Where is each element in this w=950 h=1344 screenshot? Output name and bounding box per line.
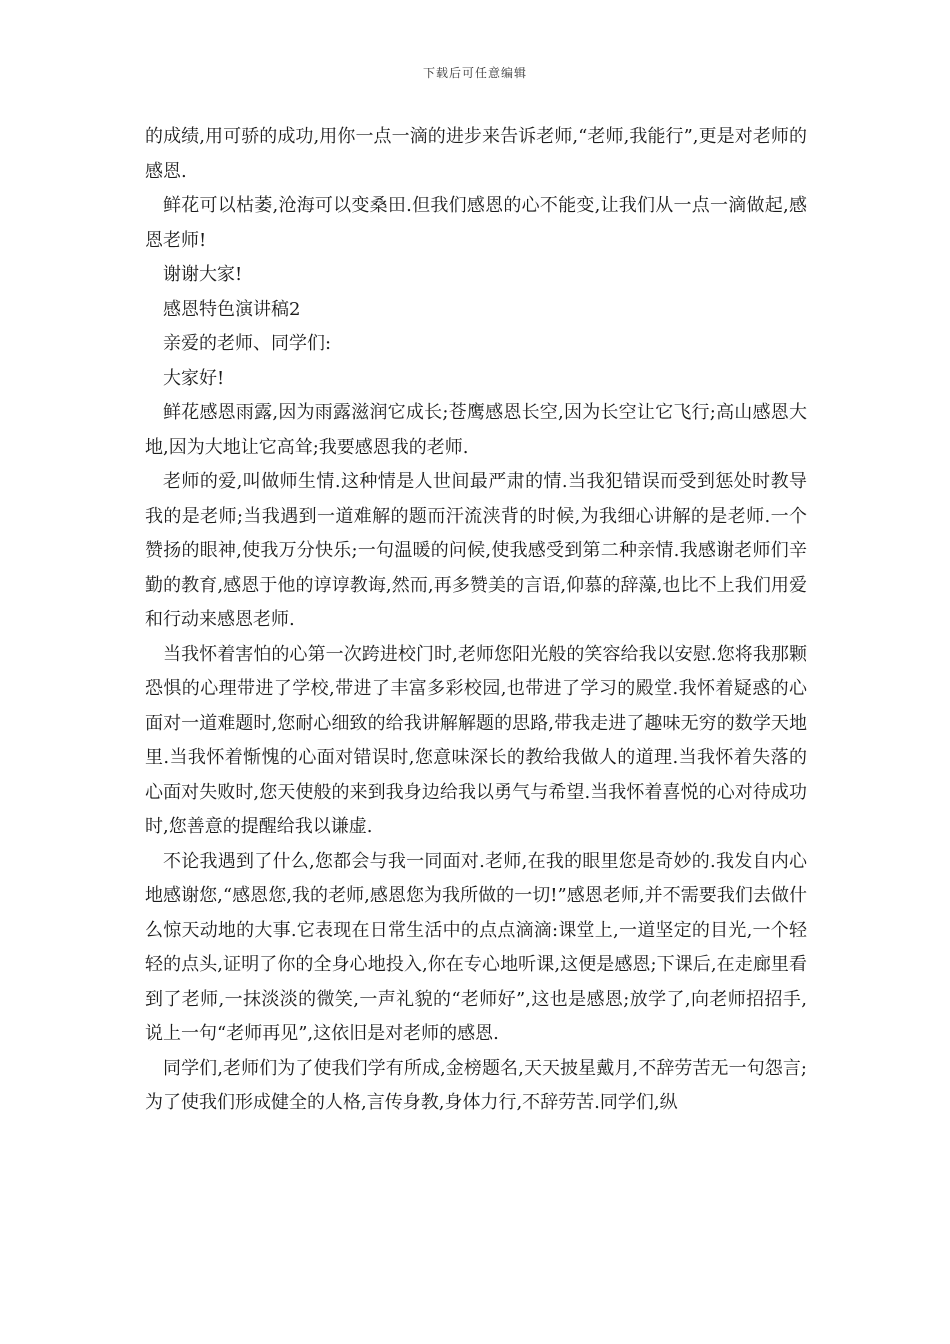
paragraph: 鲜花感恩雨露,因为雨露滋润它成长;苍鹰感恩长空,因为长空让它飞行;高山感恩大地,因为大地让它高耸;我要感恩我的老师. — [145, 402, 807, 458]
paragraph: 鲜花可以枯萎,沧海可以变桑田.但我们感恩的心不能变,让我们从一点一滴做起,感恩老师! — [145, 195, 807, 251]
paragraph-continuation: 的成绩,用可骄的成功,用你一点一滴的进步来告诉老师,“老师,我能行”,更是对老师的感恩. — [145, 126, 807, 182]
paragraph: 当我怀着害怕的心第一次跨进校门时,老师您阳光般的笑容给我以安慰.您将我那颗恐惧的心理带进了学校,带进了丰富多彩校园,也带进了学习的殿堂.我怀着疑惑的心面对一道难题时,您耐心细致的给我讲解解题的思路,带我走进了趣味无穷的数学天地里.当我怀着惭愧的心面对错误时,您意味深长的教给我做人的道理.当我怀着失落的心面对失败时,您天使般的来到我身边给我以勇气与希望.当我怀着喜悦的心对待成功时,您善意的提醒给我以谦虚. — [145, 643, 807, 837]
document-body — [145, 120, 807, 1121]
salutation: 亲爱的老师、同学们: — [163, 333, 332, 354]
greeting: 大家好! — [163, 367, 225, 389]
section-title: 感恩特色演讲稿2 — [163, 298, 301, 320]
page-header-note: 下载后可任意编辑 — [422, 66, 527, 80]
paragraph: 老师的爱,叫做师生情.这种情是人世间最严肃的情.当我犯错误而受到惩处时教导我的是老师;当我遇到一道难解的题而汗流浃背的时候,为我细心讲解的是老师.一个赞扬的眼神,使我万分快乐;一句温暖的问候,使我感受到第二种亲情.我感谢老师们辛勤的教育,感恩于他的谆谆教诲,然而,再多赞美的言语,仰慕的辞藻,也比不上我们用爱和行动来感恩老师. — [145, 471, 807, 630]
paragraph: 不论我遇到了什么,您都会与我一同面对.老师,在我的眼里您是奇妙的.我发自内心地感谢您,“感恩您,我的老师,感恩您为我所做的一切!”感恩老师,并不需要我们去做什么惊天动地的大事.它表现在日常生活中的点点滴滴:课堂上,一道坚定的目光,一个轻轻的点头,证明了你的全身心地投入,你在专心地听课,这便是感恩;下课后,在走廊里看到了老师,一抹淡淡的微笑,一声礼貌的“老师好”,这也是感恩;放学了,向老师招招手,说上一句“老师再见”,这依旧是对老师的感恩. — [145, 850, 807, 1044]
paragraph: 同学们,老师们为了使我们学有所成,金榜题名,天天披星戴月,不辞劳苦无一句怨言;为了使我们形成健全的人格,言传身教,身体力行,不辞劳苦.同学们,纵 — [145, 1057, 807, 1113]
closing-line: 谢谢大家! — [163, 264, 243, 285]
